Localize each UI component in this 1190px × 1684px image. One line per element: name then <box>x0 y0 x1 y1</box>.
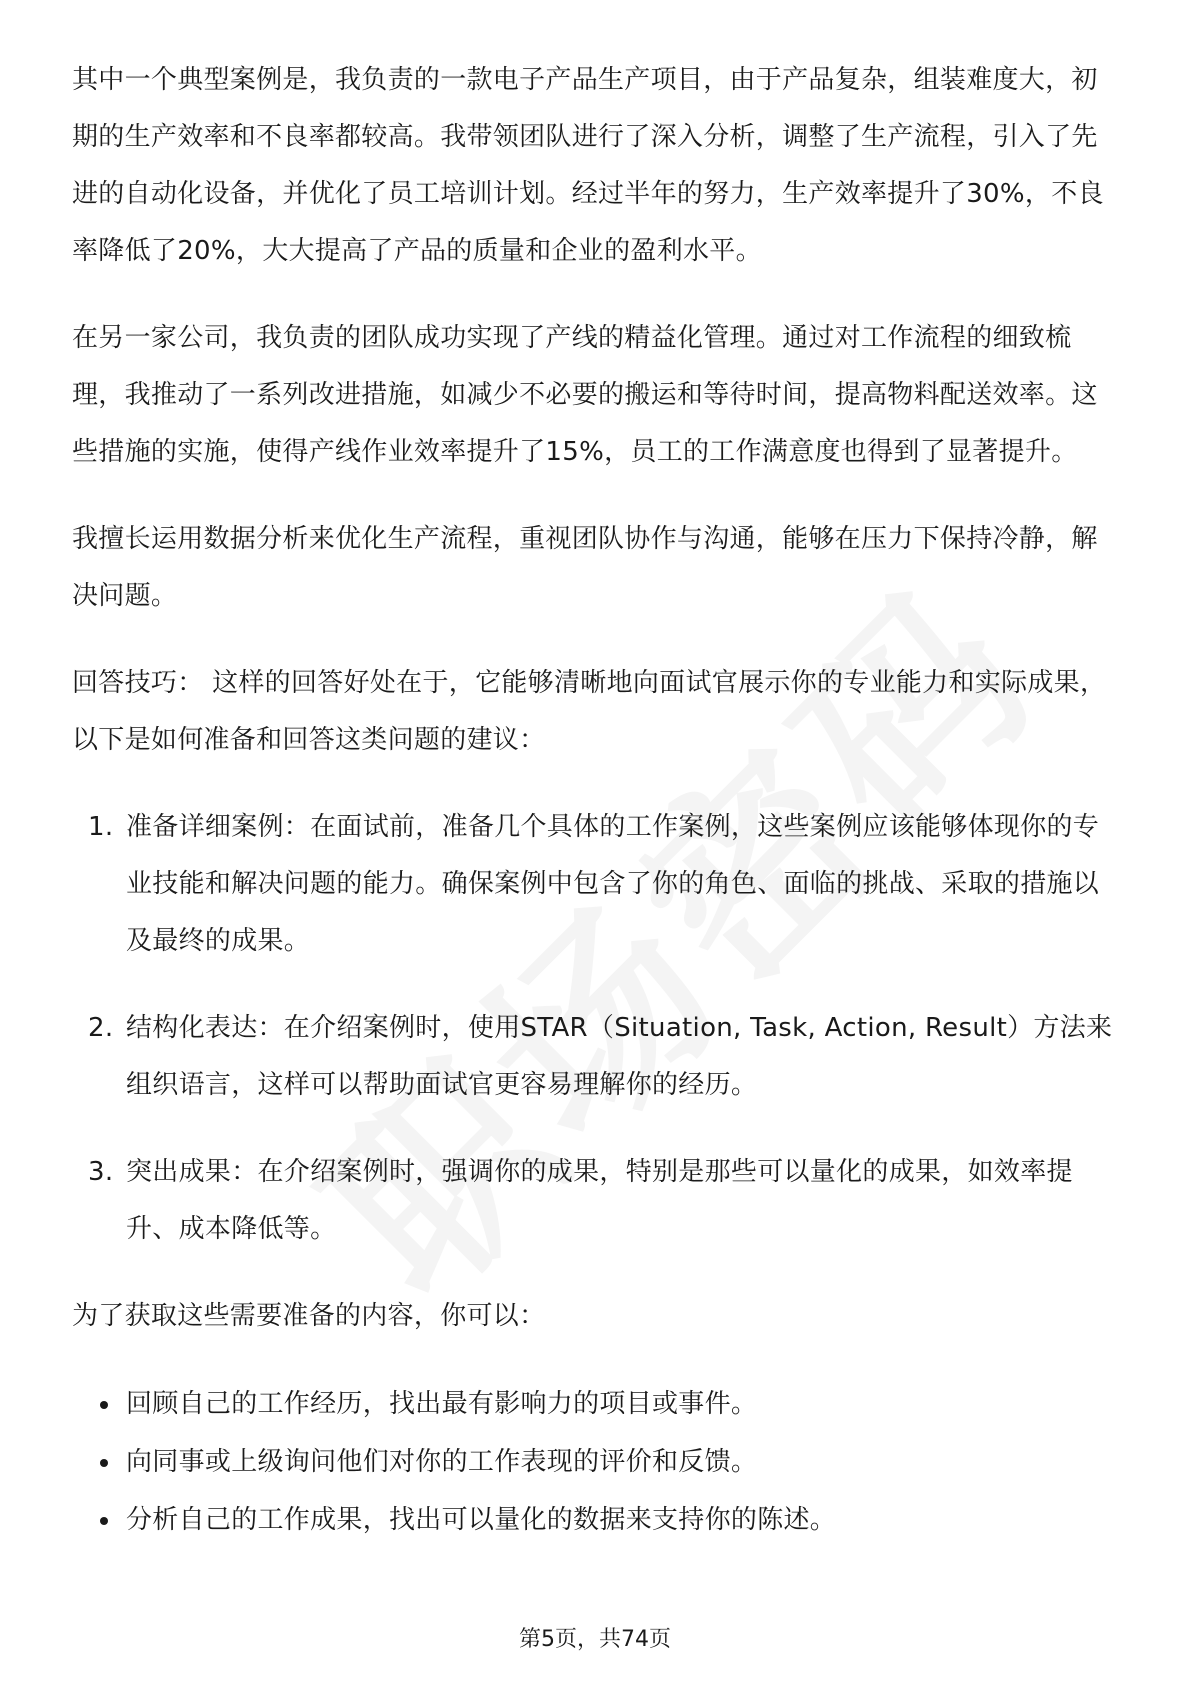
document-body <box>72 52 1122 1549</box>
bullet-icon <box>100 1459 108 1467</box>
list-item-text: 分析自己的工作成果，找出可以量化的数据来支持你的陈述。 <box>126 1505 837 1535</box>
list-item-text: 回顾自己的工作经历，找出最有影响力的项目或事件。 <box>126 1389 758 1419</box>
paragraph-tips-intro: 回答技巧： 这样的回答好处在于，它能够清晰地向面试官展示你的专业能力和实际成果，以下是如何准备和回答这类问题的建议： <box>72 668 1107 755</box>
paragraph-skills: 我擅长运用数据分析来优化生产流程，重视团队协作与沟通，能够在压力下保持冷静，解决问题。 <box>72 524 1098 611</box>
paragraph-prepare-intro: 为了获取这些需要准备的内容，你可以： <box>72 1301 546 1331</box>
prepare-list <box>72 1375 1122 1549</box>
page-footer: 第5页，共74页 <box>519 1627 671 1652</box>
bullet-icon <box>100 1401 108 1409</box>
list-number: 3. <box>88 1157 114 1187</box>
list-item <box>72 799 1122 970</box>
list-number: 2. <box>88 1013 114 1043</box>
list-item-text: 准备详细案例：在面试前，准备几个具体的工作案例，这些案例应该能够体现你的专业技能和解决问题的能力。确保案例中包含了你的角色、面临的挑战、采取的措施以及最终的成果。 <box>126 812 1100 956</box>
tips-list <box>72 799 1122 1258</box>
bullet-icon <box>100 1517 108 1525</box>
list-number: 1. <box>88 812 114 842</box>
paragraph-case-2: 在另一家公司，我负责的团队成功实现了产线的精益化管理。通过对工作流程的细致梳理，我推动了一系列改进措施，如减少不必要的搬运和等待时间，提高物料配送效率。这些措施的实施，使得产线作业效率提升了15%，员工的工作满意度也得到了显著提升。 <box>72 323 1098 467</box>
list-item <box>72 1433 1122 1491</box>
list-item-text: 结构化表达：在介绍案例时，使用STAR（Situation, Task, Action, Result）方法来组织语言，这样可以帮助面试官更容易理解你的经历。 <box>126 1013 1113 1100</box>
list-item <box>72 1375 1122 1433</box>
list-item <box>72 1144 1122 1258</box>
list-item <box>72 1491 1122 1549</box>
list-item-text: 向同事或上级询问他们对你的工作表现的评价和反馈。 <box>126 1447 758 1477</box>
list-item <box>72 1000 1122 1114</box>
paragraph-case-1: 其中一个典型案例是，我负责的一款电子产品生产项目，由于产品复杂，组装难度大，初期的生产效率和不良率都较高。我带领团队进行了深入分析，调整了生产流程，引入了先进的自动化设备，并优化了员工培训计划。经过半年的努力，生产效率提升了30%，不良率降低了20%，大大提高了产品的质量和企业的盈利水平。 <box>72 65 1104 266</box>
list-item-text: 突出成果：在介绍案例时，强调你的成果，特别是那些可以量化的成果，如效率提升、成本降低等。 <box>126 1157 1073 1244</box>
